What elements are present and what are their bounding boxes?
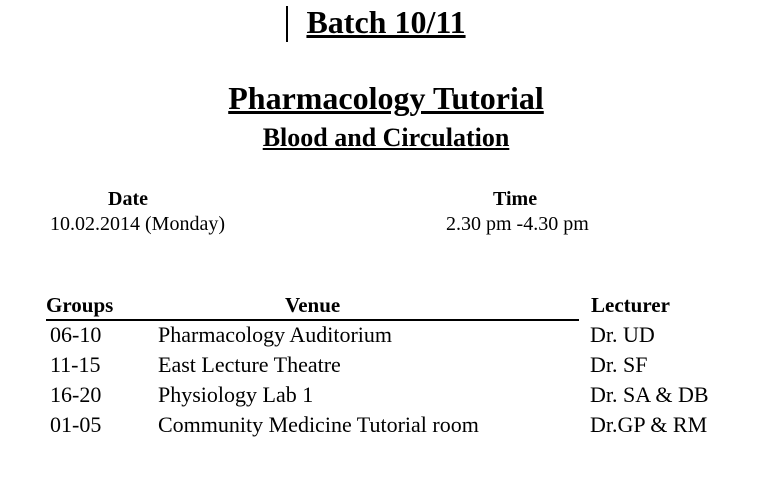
column-header-lecturer: Lecturer	[591, 293, 670, 317]
row-venue: Physiology Lab 1	[158, 382, 314, 407]
row-lecturer: Dr. SF	[590, 352, 648, 377]
document-subtitle: Blood and Circulation	[262, 123, 510, 152]
table-row	[0, 352, 772, 382]
row-lecturer: Dr. SA & DB	[590, 382, 709, 407]
table-row	[0, 382, 772, 412]
time-value: 2.30 pm -4.30 pm	[446, 213, 589, 235]
row-groups: 01-05	[50, 412, 102, 437]
text-cursor	[286, 6, 288, 42]
column-header-venue: Venue	[285, 293, 341, 317]
row-groups: 11-15	[50, 352, 101, 377]
column-header-groups: Groups	[46, 293, 114, 317]
time-label: Time	[493, 188, 538, 210]
document-title: Pharmacology Tutorial	[228, 80, 544, 116]
table-row	[0, 412, 772, 442]
row-venue: Community Medicine Tutorial room	[158, 412, 479, 437]
row-venue: East Lecture Theatre	[158, 352, 341, 377]
row-lecturer: Dr.GP & RM	[590, 412, 708, 437]
table-row	[0, 322, 772, 352]
batch-heading: Batch 10/11	[306, 4, 466, 40]
row-venue: Pharmacology Auditorium	[158, 322, 393, 347]
date-label: Date	[108, 188, 148, 210]
row-groups: 16-20	[50, 382, 102, 407]
date-value: 10.02.2014 (Monday)	[50, 213, 225, 235]
row-groups: 06-10	[50, 322, 102, 347]
row-lecturer: Dr. UD	[590, 322, 655, 347]
